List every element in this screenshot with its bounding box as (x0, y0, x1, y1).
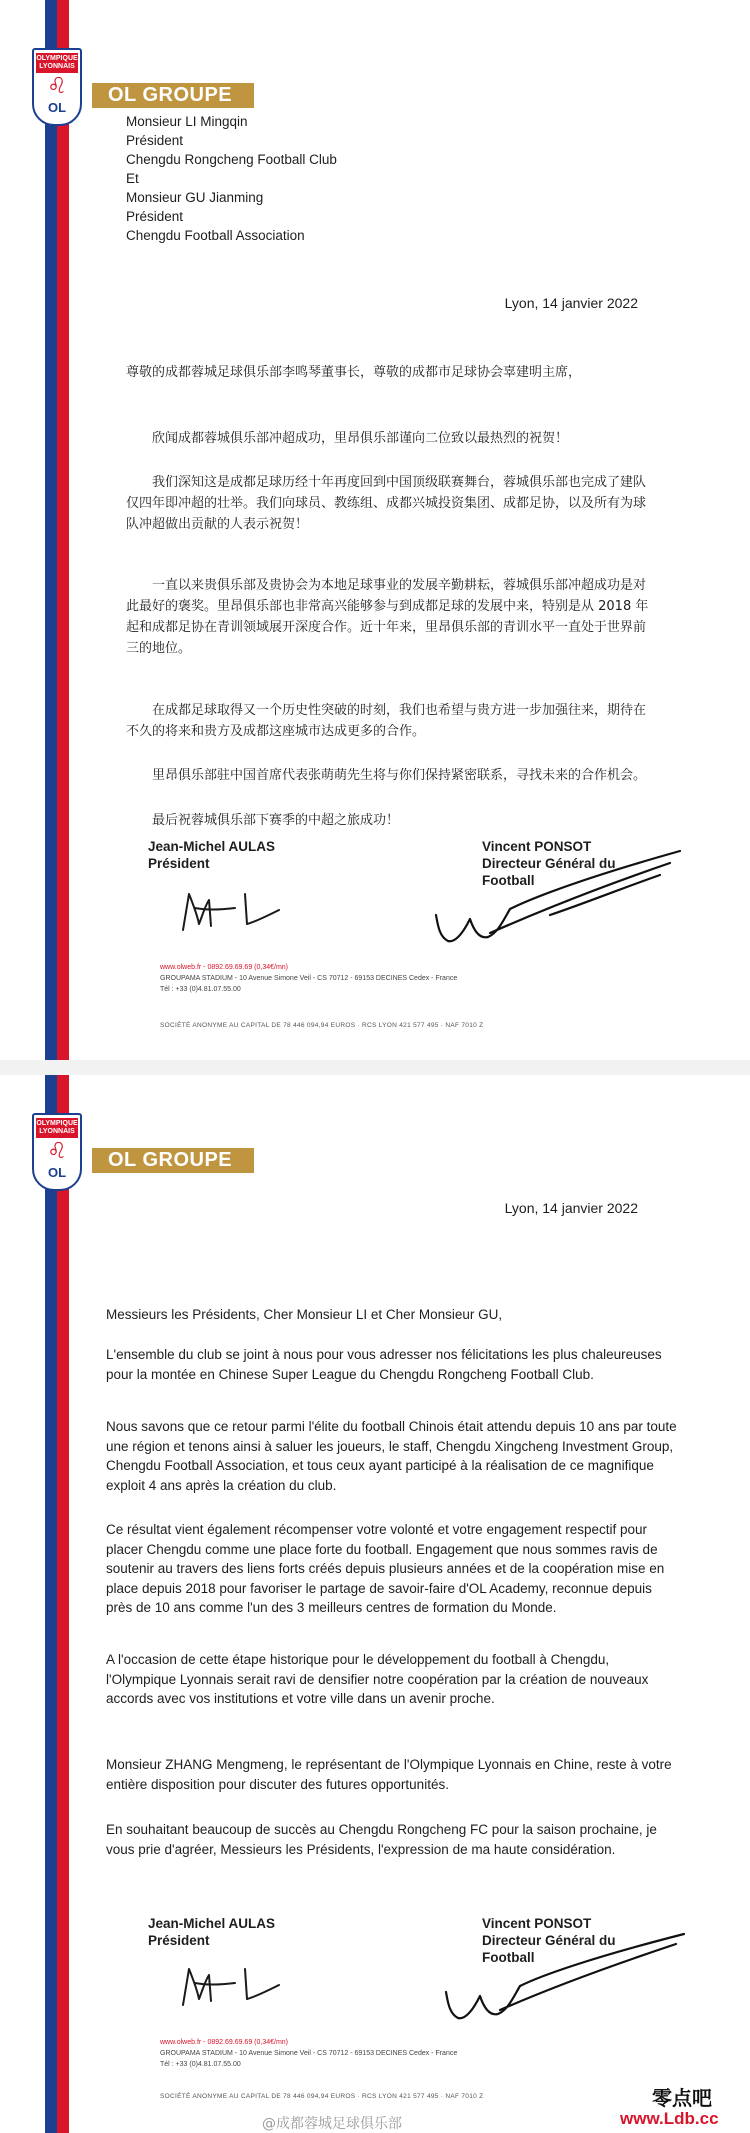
site-watermark-cn: 零点吧 (652, 2086, 712, 2110)
salutation: Messieurs les Présidents, Cher Monsieur LI et Cher Monsieur GU, (106, 1307, 503, 1322)
signatory-name: Jean-Michel AULAS (148, 839, 276, 854)
ponsot-signature-icon (440, 1930, 690, 2030)
ol-groupe-banner: OL GROUPE (92, 1148, 254, 1173)
club-color-stripe (45, 1075, 69, 2133)
footer-website: www.olweb.fr - 0892.69.69.69 (0,34€/mn) (160, 2039, 289, 2046)
recipient-line: Chengdu Football Association (126, 228, 305, 243)
closing-wish: 最后祝蓉城俱乐部下赛季的中超之旅成功！ (152, 813, 400, 828)
closing-paragraph: En souhaitant beaucoup de succès au Chengdu Rongcheng FC pour la saison prochaine, je vous prie d'agréer, Messieurs les Présidents, l'expression de ma haute considération. (106, 1822, 657, 1857)
site-watermark-url: www.Ldb.cc (620, 2109, 719, 2128)
crest-text: OLYMPIQUE LYONNAIS (36, 1118, 78, 1138)
aulas-signature-icon (175, 880, 285, 940)
signatory-title: Football (482, 1950, 535, 1965)
letter-date: Lyon, 14 janvier 2022 (504, 1200, 638, 1216)
body-paragraph: L'ensemble du club se joint à nous pour vous adresser nos félicitations les plus chaleureuses pour la montée en Chinese Super League du Chengdu Rongcheng Football Club. (106, 1347, 662, 1382)
ponsot-signature-icon (430, 845, 690, 955)
footer-address: GROUPAMA STADIUM - 10 Avenue Simone Veil - CS 70712 - 69153 DECINES Cedex - France (160, 2050, 458, 2057)
signatory-title: Président (148, 1933, 210, 1948)
salutation: 尊敬的成都蓉城足球俱乐部李鸣琴董事长，尊敬的成都市足球协会辜建明主席， (126, 365, 582, 380)
body-paragraph: Ce résultat vient également récompenser votre volonté et votre engagement respectif pour placer Chengdu comme une place forte du football. Engagement que nous sommes ravis de soutenir au travers des liens forts créés depuis plusieurs années et de la coopération mise en place depuis 2018 pour favoriser le partage de savoir-faire d'OL Academy, reconnue depuis près de 10 ans comme l'un des 3 meilleurs centres de formation du Monde. (106, 1522, 665, 1615)
weibo-watermark: @成都蓉城足球俱乐部 (262, 2116, 402, 2132)
signatory-name: Jean-Michel AULAS (148, 1916, 276, 1931)
letterhead-footer (160, 962, 457, 995)
red-stripe (57, 0, 69, 1060)
letter-page-chinese (0, 0, 750, 1060)
recipient-line: Monsieur GU Jianming (126, 190, 264, 205)
footer-website: www.olweb.fr - 0892.69.69.69 (0,34€/mn) (160, 964, 289, 971)
letterhead-footer (160, 2037, 457, 2070)
club-color-stripe (45, 0, 69, 1060)
recipient-line: Monsieur LI Mingqin (126, 114, 248, 129)
letter-date: Lyon, 14 janvier 2022 (504, 295, 638, 311)
recipient-line: Et (126, 171, 139, 186)
crest-monogram: OL (47, 100, 67, 115)
legal-notice: SOCIÉTÉ ANONYME AU CAPITAL DE 78 446 094,94 EUROS · RCS LYON 421 577 495 · NAF 7010 Z (160, 1022, 484, 1029)
ol-crest-logo (32, 1113, 82, 1191)
body-paragraph: 欣闻成都蓉城俱乐部冲超成功，里昂俱乐部谨向二位致以最热烈的祝贺！ (152, 431, 569, 446)
signatory-title: Président (148, 856, 210, 871)
crest-text: OLYMPIQUE LYONNAIS (36, 53, 78, 73)
legal-notice: SOCIÉTÉ ANONYME AU CAPITAL DE 78 446 094,94 EUROS · RCS LYON 421 577 495 · NAF 7010 Z (160, 2093, 484, 2100)
recipient-line: Président (126, 209, 184, 224)
recipient-line: Chengdu Rongcheng Football Club (126, 152, 337, 167)
recipient-block (126, 112, 337, 245)
ol-groupe-banner: OL GROUPE (92, 83, 254, 108)
body-paragraph: Nous savons que ce retour parmi l'élite du football Chinois était attendu depuis 10 ans par toute une région et tenons ainsi à saluer les joueurs, le staff, Chengdu Xingcheng Investment Group, Chengdu Football Association, et tous ceux ayant participé à la réalisation de ce magnifique exploit 4 ans après la création du club. (106, 1419, 677, 1493)
footer-address: GROUPAMA STADIUM - 10 Avenue Simone Veil - CS 70712 - 69153 DECINES Cedex - France (160, 975, 458, 982)
body-paragraph: 我们深知这是成都足球历经十年再度回到中国顶级联赛舞台，蓉城俱乐部也完成了建队仅四年即冲超的壮举。我们向球员、教练组、成都兴城投资集团、成都足协，以及所有为球队冲超做出贡献的人表示祝贺！ (126, 475, 647, 532)
body-paragraph: Monsieur ZHANG Mengmeng, le représentant de l'Olympique Lyonnais en Chine, reste à votre entière disposition pour discuter des futures opportunités. (106, 1757, 672, 1792)
signatory-name: Vincent PONSOT (482, 839, 592, 854)
lion-icon: ♌ (47, 74, 67, 99)
body-paragraph: 一直以来贵俱乐部及贵协会为本地足球事业的发展辛勤耕耘，蓉城俱乐部冲超成功是对此最好的褒奖。里昂俱乐部也非常高兴能够参与到成都足球的发展中来，特别是从 2018 年起和成都足协在青训领域展开深度合作。近十年来，里昂俱乐部的青训水平一直处于世界前三的地位。 (126, 578, 649, 656)
signatory-title: Football (482, 873, 535, 888)
signatory-left (148, 838, 275, 872)
body-paragraph: A l'occasion de cette étape historique pour le développement du football à Chengdu, l'Olympique Lyonnais serait ravi de densifier notre coopération par la création de nouveaux accords avec vos institutions et votre ville dans un avenir proche. (106, 1652, 649, 1706)
body-paragraph: 在成都足球取得又一个历史性突破的时刻，我们也希望与贵方进一步加强往来，期待在不久的将来和贵方及成都这座城市达成更多的合作。 (126, 703, 647, 739)
body-paragraph: 里昂俱乐部驻中国首席代表张萌萌先生将与你们保持紧密联系，寻找未来的合作机会。 (152, 768, 647, 783)
signatory-title: Directeur Général du (482, 856, 616, 871)
page-separator (0, 1060, 750, 1075)
lion-icon: ♌ (47, 1139, 67, 1164)
ol-crest-logo (32, 48, 82, 126)
signatory-title: Directeur Général du (482, 1933, 616, 1948)
recipient-line: Président (126, 133, 184, 148)
letter-page-french (0, 1075, 750, 2133)
aulas-signature-icon (175, 1955, 285, 2015)
crest-monogram: OL (47, 1165, 67, 1180)
signatory-left (148, 1915, 275, 1949)
blue-stripe (45, 1075, 57, 2133)
blue-stripe (45, 0, 57, 1060)
footer-phone: Tél : +33 (0)4.81.07.55.00 (160, 986, 241, 993)
red-stripe (57, 1075, 69, 2133)
footer-phone: Tél : +33 (0)4.81.07.55.00 (160, 2061, 241, 2068)
signatory-name: Vincent PONSOT (482, 1916, 592, 1931)
